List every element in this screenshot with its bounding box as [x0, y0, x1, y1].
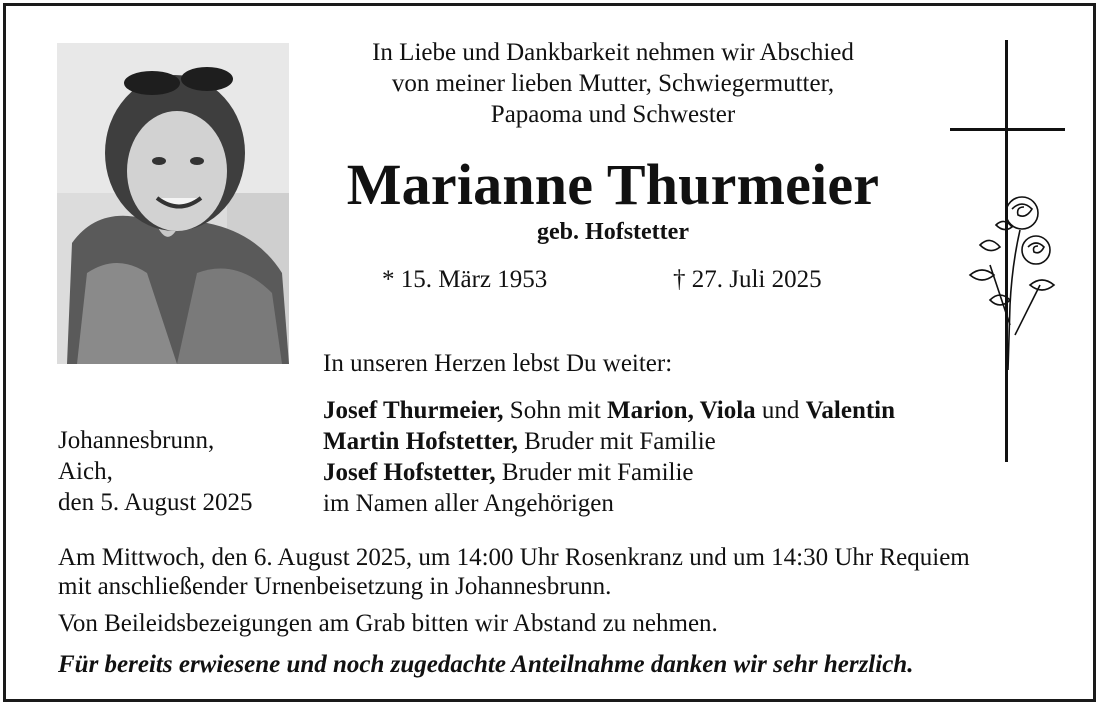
service-line-1: Am Mittwoch, den 6. August 2025, um 14:00 Uhr Rosenkranz und um 14:30 Uhr Requiem — [58, 544, 970, 571]
thanks-line: Für bereits erwiesene und noch zugedachte Anteilnahme danken wir sehr herzlich. — [58, 651, 914, 678]
birth-date: * 15. März 1953 — [382, 266, 548, 293]
service-info — [58, 543, 1058, 601]
mourner-relation: im Namen aller Angehörigen — [323, 490, 614, 517]
mourner-relation: und — [755, 397, 806, 424]
rose-icon — [960, 185, 1060, 370]
intro-line-1: In Liebe und Dankbarkeit nehmen wir Abschied — [372, 39, 854, 66]
mourners-list — [323, 395, 895, 519]
mourner-relation: Bruder mit Familie — [517, 428, 716, 455]
mourner-line — [323, 426, 895, 457]
cross-crossbar — [950, 128, 1065, 131]
mourner-line — [323, 488, 895, 519]
place-line-1: Johannesbrunn, — [58, 427, 215, 454]
intro-line-3: Papaoma und Schwester — [490, 101, 736, 128]
intro-line-2: von meiner lieben Mutter, Schwiegermutter, — [391, 70, 835, 97]
mourner-relation: Bruder mit Familie — [495, 459, 694, 486]
mourner-name: Martin Hofstetter, — [323, 428, 518, 455]
mourner-line — [323, 457, 895, 488]
condolence-note: Von Beileidsbezeigungen am Grab bitten wir Abstand zu nehmen. — [58, 610, 718, 637]
deceased-name: Marianne Thurmeier — [346, 152, 880, 217]
intro-text — [300, 37, 926, 130]
mourner-relation: Sohn mit — [503, 397, 608, 424]
mourner-name: Marion, Viola — [607, 397, 756, 424]
place-line-2: Aich, — [58, 458, 113, 485]
portrait-photo — [57, 43, 289, 364]
service-line-2: mit anschließender Urnenbeisetzung in Johannesbrunn. — [58, 573, 612, 600]
place-line-3: den 5. August 2025 — [58, 489, 253, 516]
maiden-name: geb. Hofstetter — [537, 219, 689, 245]
mourner-name: Josef Hofstetter, — [323, 459, 496, 486]
mourner-name: Valentin — [805, 397, 896, 424]
death-date: † 27. Juli 2025 — [673, 266, 822, 293]
mourner-line — [323, 395, 895, 426]
hearts-line: In unseren Herzen lebst Du weiter: — [323, 350, 673, 377]
mourner-name: Josef Thurmeier, — [323, 397, 504, 424]
place-and-date — [58, 425, 252, 518]
